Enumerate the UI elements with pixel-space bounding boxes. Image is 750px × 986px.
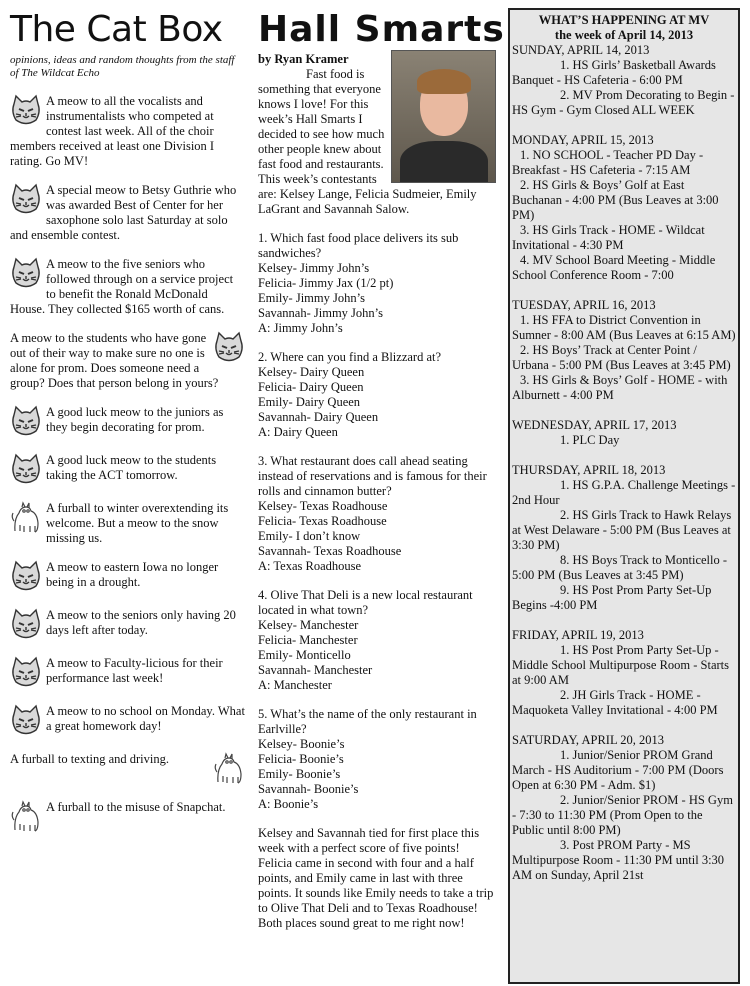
cat-box-item-text: A furball to the misuse of Snapchat. — [46, 800, 226, 814]
calendar-event: 1. PLC Day — [560, 433, 620, 447]
calendar-day-heading: SATURDAY, APRIL 20, 2013 — [512, 733, 665, 747]
cat-box-item-text: A good luck meow to the students taking the ACT tomorrow. — [46, 453, 217, 482]
answer-line: A: Jimmy John’s — [258, 321, 343, 335]
scared-cat-icon — [10, 501, 42, 535]
answer-line: Emily- Monticello — [258, 648, 351, 662]
cat-box-item — [10, 656, 245, 690]
cat-box-item-text: A meow to eastern Iowa no longer being in a drought. — [46, 560, 219, 589]
cat-box-item — [10, 183, 245, 243]
cat-box-item — [10, 800, 245, 834]
calendar-title: WHAT’S HAPPENING AT MV — [538, 13, 710, 27]
cat-box-item-text: A meow to all the vocalists and instrumentalists who competed at contest last week. All of the choir members received at least one Division I rating. Go MV! — [10, 94, 215, 168]
calendar-event: 1. NO SCHOOL - Teacher PD Day - Breakfast - HS Cafeteria - 7:15 AM — [512, 148, 704, 177]
wildcat-icon — [10, 257, 42, 291]
cat-box-item — [10, 405, 245, 439]
answer-line: Felicia- Texas Roadhouse — [258, 514, 387, 528]
wildcat-icon — [10, 656, 42, 690]
cat-box-item-text: A meow to Faculty-licious for their performance last week! — [46, 656, 223, 685]
answer-line: Emily- I don’t know — [258, 529, 361, 543]
answer-line: Felicia- Jimmy Jax (1/2 pt) — [258, 276, 394, 290]
calendar-event: 2. HS Girls & Boys’ Golf at East Buchanan - 4:00 PM (Bus Leaves at 3:00 PM) — [512, 178, 719, 222]
cat-box-item-text: A meow to the students who have gone out of their way to make sure no one is alone for prom. Does someone need a group? Does that person belong in yours? — [10, 331, 219, 390]
calendar-days — [510, 43, 738, 883]
calendar-event: 1. HS G.P.A. Challenge Meetings - 2nd Hour — [512, 478, 736, 507]
wildcat-icon — [10, 560, 42, 594]
calendar-day-heading: FRIDAY, APRIL 19, 2013 — [512, 628, 644, 642]
cat-box-item-text: A meow to no school on Monday. What a great homework day! — [46, 704, 245, 733]
calendar-day — [512, 463, 736, 613]
calendar-day-heading: TUESDAY, APRIL 16, 2013 — [512, 298, 656, 312]
calendar-event: 2. Junior/Senior PROM - HS Gym - 7:30 to 11:30 PM (Prom Open to the Public until 8:00 PM) — [512, 793, 733, 837]
cat-box-item-text: A special meow to Betsy Guthrie who was awarded Best of Center for her saxophone solo last Saturday at solo and ensemble contest. — [10, 183, 237, 242]
cat-box-item — [10, 453, 245, 487]
intro-text: Fast food is something that everyone knows I love! For this week’s Hall Smarts I decided to see how much other people knew about fast food and restaurants. This week’s contestants are: Kelsey Lange, Felicia Sudmeier, Emily LaGrant and Savannah Salow. — [258, 67, 477, 216]
cat-box-subtitle: opinions, ideas and random thoughts from the staff of The Wildcat Echo — [10, 54, 235, 79]
question-text: 2. Where can you find a Blizzard at? — [258, 350, 442, 364]
hall-smarts-conclusion — [258, 826, 496, 931]
scared-cat-icon — [213, 752, 245, 786]
calendar-subtitle: the week of April 14, 2013 — [554, 28, 694, 42]
calendar-event: 2. JH Girls Track - HOME - Maquoketa Valley Invitational - 4:00 PM — [512, 688, 718, 717]
question-list — [258, 231, 496, 812]
calendar-day — [512, 733, 736, 883]
calendar-day-heading: THURSDAY, APRIL 18, 2013 — [512, 463, 666, 477]
answer-line: A: Manchester — [258, 678, 332, 692]
hall-smarts-title: Hall Smarts — [258, 9, 505, 50]
cat-box-item-text: A meow to the seniors only having 20 days left after today. — [46, 608, 236, 637]
answer-line: A: Texas Roadhouse — [258, 559, 362, 573]
cat-box-item — [10, 257, 245, 317]
calendar-event: 3. Post PROM Party - MS Multipurpose Room - 11:30 PM until 3:30 AM on Sunday, April 21st — [512, 838, 725, 882]
calendar-day — [512, 133, 736, 283]
byline: by Ryan Kramer — [258, 52, 349, 66]
answer-line: Kelsey- Dairy Queen — [258, 365, 365, 379]
calendar-event: 2. HS Girls Track to Hawk Relays at West Delaware - 5:00 PM (Bus Leaves at 3:30 PM) — [512, 508, 732, 552]
answer-line: Savannah- Manchester — [258, 663, 373, 677]
cat-box-item — [10, 752, 245, 786]
hall-smarts-column — [258, 0, 505, 931]
question-block — [258, 454, 496, 574]
scared-cat-icon — [10, 800, 42, 834]
wildcat-icon — [10, 608, 42, 642]
question-text: 3. What restaurant does call ahead seating instead of reservations and is famous for their rolls and cinnamon butter? — [258, 454, 487, 498]
conclusion-text: Kelsey and Savannah tied for first place this week with a perfect score of five points! Felicia came in second with four and a half points, and Emily came in last with three points. It sounds like Emily needs to take a trip to Olive That Deli and to Texas Roadhouse! Both places sound great to me right now! — [258, 826, 494, 930]
answer-line: Felicia- Boonie’s — [258, 752, 344, 766]
calendar-day — [512, 298, 736, 403]
question-text: 5. What’s the name of the only restaurant in Earlville? — [258, 707, 477, 736]
calendar-event: 1. HS FFA to District Convention in Sumner - 8:00 AM (Bus Leaves at 6:15 AM) — [512, 313, 736, 342]
wildcat-icon — [10, 453, 42, 487]
answer-line: Savannah- Boonie’s — [258, 782, 359, 796]
question-text: 4. Olive That Deli is a new local restaurant located in what town? — [258, 588, 473, 617]
cat-box-item-text: A meow to the five seniors who followed through on a service project to benefit the Ronald McDonald House. They collected $165 worth of cans. — [10, 257, 234, 316]
answer-line: A: Dairy Queen — [258, 425, 338, 439]
answer-line: Emily- Boonie’s — [258, 767, 341, 781]
calendar-event: 2. MV Prom Decorating to Begin - HS Gym - Gym Closed ALL WEEK — [512, 88, 735, 117]
wildcat-icon — [10, 183, 42, 217]
calendar-day — [512, 628, 736, 718]
calendar-event: 3. HS Girls & Boys’ Golf - HOME - with Alburnett - 4:00 PM — [512, 373, 728, 402]
cat-box-title: The Cat Box — [10, 9, 223, 50]
answer-line: A: Boonie’s — [258, 797, 319, 811]
calendar-event: 4. MV School Board Meeting - Middle School Conference Room - 7:00 — [512, 253, 716, 282]
calendar-event: 8. HS Boys Track to Monticello - 5:00 PM (Bus Leaves at 3:45 PM) — [512, 553, 728, 582]
question-text: 1. Which fast food place delivers its sub sandwiches? — [258, 231, 459, 260]
answer-line: Felicia- Dairy Queen — [258, 380, 364, 394]
answer-line: Felicia- Manchester — [258, 633, 358, 647]
wildcat-icon — [10, 704, 42, 738]
calendar-day — [512, 418, 736, 448]
question-block — [258, 231, 496, 336]
answer-line: Savannah- Jimmy John’s — [258, 306, 383, 320]
answer-line: Kelsey- Jimmy John’s — [258, 261, 370, 275]
cat-box-item — [10, 608, 245, 642]
cat-box-item — [10, 560, 245, 594]
author-photo — [391, 50, 496, 183]
answer-line: Savannah- Dairy Queen — [258, 410, 379, 424]
cat-box-column — [10, 0, 245, 834]
answer-line: Kelsey- Texas Roadhouse — [258, 499, 388, 513]
cat-box-item — [10, 501, 245, 546]
calendar-event: 3. HS Girls Track - HOME - Wildcat Invitational - 4:30 PM — [512, 223, 705, 252]
calendar-event: 1. HS Post Prom Party Set-Up - Middle School Multipurpose Room - Starts at 9:00 AM — [512, 643, 730, 687]
answer-line: Emily- Dairy Queen — [258, 395, 361, 409]
cat-box-items — [10, 94, 245, 834]
answer-line: Kelsey- Manchester — [258, 618, 359, 632]
answer-line: Savannah- Texas Roadhouse — [258, 544, 402, 558]
calendar-event: 1. HS Girls’ Basketball Awards Banquet - HS Cafeteria - 6:00 PM — [512, 58, 716, 87]
calendar-box — [508, 8, 740, 984]
cat-box-item — [10, 94, 245, 169]
cat-box-item-text: A furball to winter overextending its welcome. But a meow to the snow missing us. — [46, 501, 229, 545]
calendar-event: 2. HS Boys’ Track at Center Point / Urbana - 5:00 PM (Bus Leaves at 3:45 PM) — [512, 343, 731, 372]
question-block — [258, 707, 496, 812]
wildcat-icon — [10, 405, 42, 439]
cat-box-item — [10, 704, 245, 738]
answer-line: Kelsey- Boonie’s — [258, 737, 345, 751]
cat-box-item — [10, 331, 245, 391]
wildcat-icon — [213, 331, 245, 365]
cat-box-item-text: A good luck meow to the juniors as they begin decorating for prom. — [46, 405, 224, 434]
calendar-day-heading: SUNDAY, APRIL 14, 2013 — [512, 43, 650, 57]
calendar-event: 9. HS Post Prom Party Set-Up Begins -4:00 PM — [512, 583, 712, 612]
cat-box-item-text: A furball to texting and driving. — [10, 752, 170, 766]
question-block — [258, 350, 496, 440]
answer-line: Emily- Jimmy John’s — [258, 291, 365, 305]
question-block — [258, 588, 496, 693]
calendar-event: 1. Junior/Senior PROM Grand March - HS Auditorium - 7:00 PM (Doors Open at 6:30 PM - Adm. $1) — [512, 748, 724, 792]
calendar-day — [512, 43, 736, 118]
wildcat-icon — [10, 94, 42, 128]
calendar-day-heading: MONDAY, APRIL 15, 2013 — [512, 133, 654, 147]
calendar-day-heading: WEDNESDAY, APRIL 17, 2013 — [512, 418, 677, 432]
